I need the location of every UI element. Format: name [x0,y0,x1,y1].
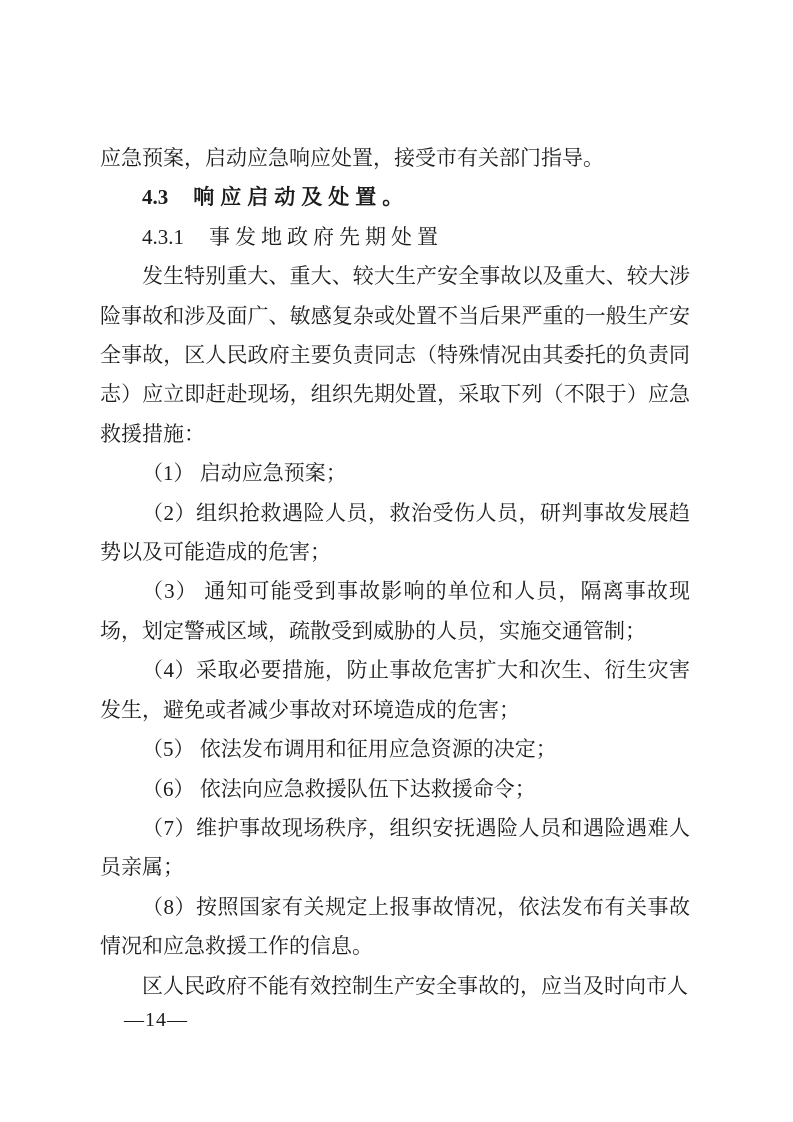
heading-4-3-1-title: 事发地政府先期处置 [209,224,443,249]
document-body [100,139,690,1006]
list-item-1: （1） 启动应急预案； [142,461,347,486]
list-item-8: （8）按照国家有关规定上报事故情况，依法发布有关事故情况和应急救援工作的信息。 [100,894,690,959]
heading-4-3-number: 4.3 [142,185,169,210]
heading-4-3-1-number: 4.3.1 [142,224,184,249]
list-item-5: （5） 依法发布调用和征用应急资源的决定； [142,737,557,762]
paragraph-closing: 区人民政府不能有效控制生产安全事故的，应当及时向市人 [142,973,688,998]
list-item-3: （3） 通知可能受到事故影响的单位和人员，隔离事故现场，划定警戒区域，疏散受到威胁的人员，实施交通管制； [100,579,690,643]
page-number: —14— [124,1009,188,1031]
list-item-2: （2）组织抢救遇险人员，救治受伤人员，研判事故发展趋势以及可能造成的危害； [100,500,690,565]
list-item-6: （6） 依法向应急救援队伍下达救援命令； [142,776,536,801]
paragraph-continuation: 应急预案，启动应急响应处置，接受市有关部门指导。 [100,146,604,170]
heading-4-3-1 [100,218,690,257]
paragraph-intro: 发生特别重大、重大、较大生产安全事故以及重大、较大涉险事故和涉及面广、敏感复杂或处置不当后果严重的一般生产安全事故，区人民政府主要负责同志（特殊情况由其委托的负责同志）应立即赶赴现场，组织先期处置，采取下列（不限于）应急救援措施： [100,264,690,446]
heading-4-3-title: 响应启动及处置。 [193,185,410,210]
heading-4-3 [100,178,690,217]
list-item-7: （7）维护事故现场秩序，组织安抚遇险人员和遇险遇难人员亲属； [100,815,690,880]
list-item-4: （4）采取必要措施，防止事故危害扩大和次生、衍生灾害发生，避免或者减少事故对环境造成的危害； [100,658,690,722]
